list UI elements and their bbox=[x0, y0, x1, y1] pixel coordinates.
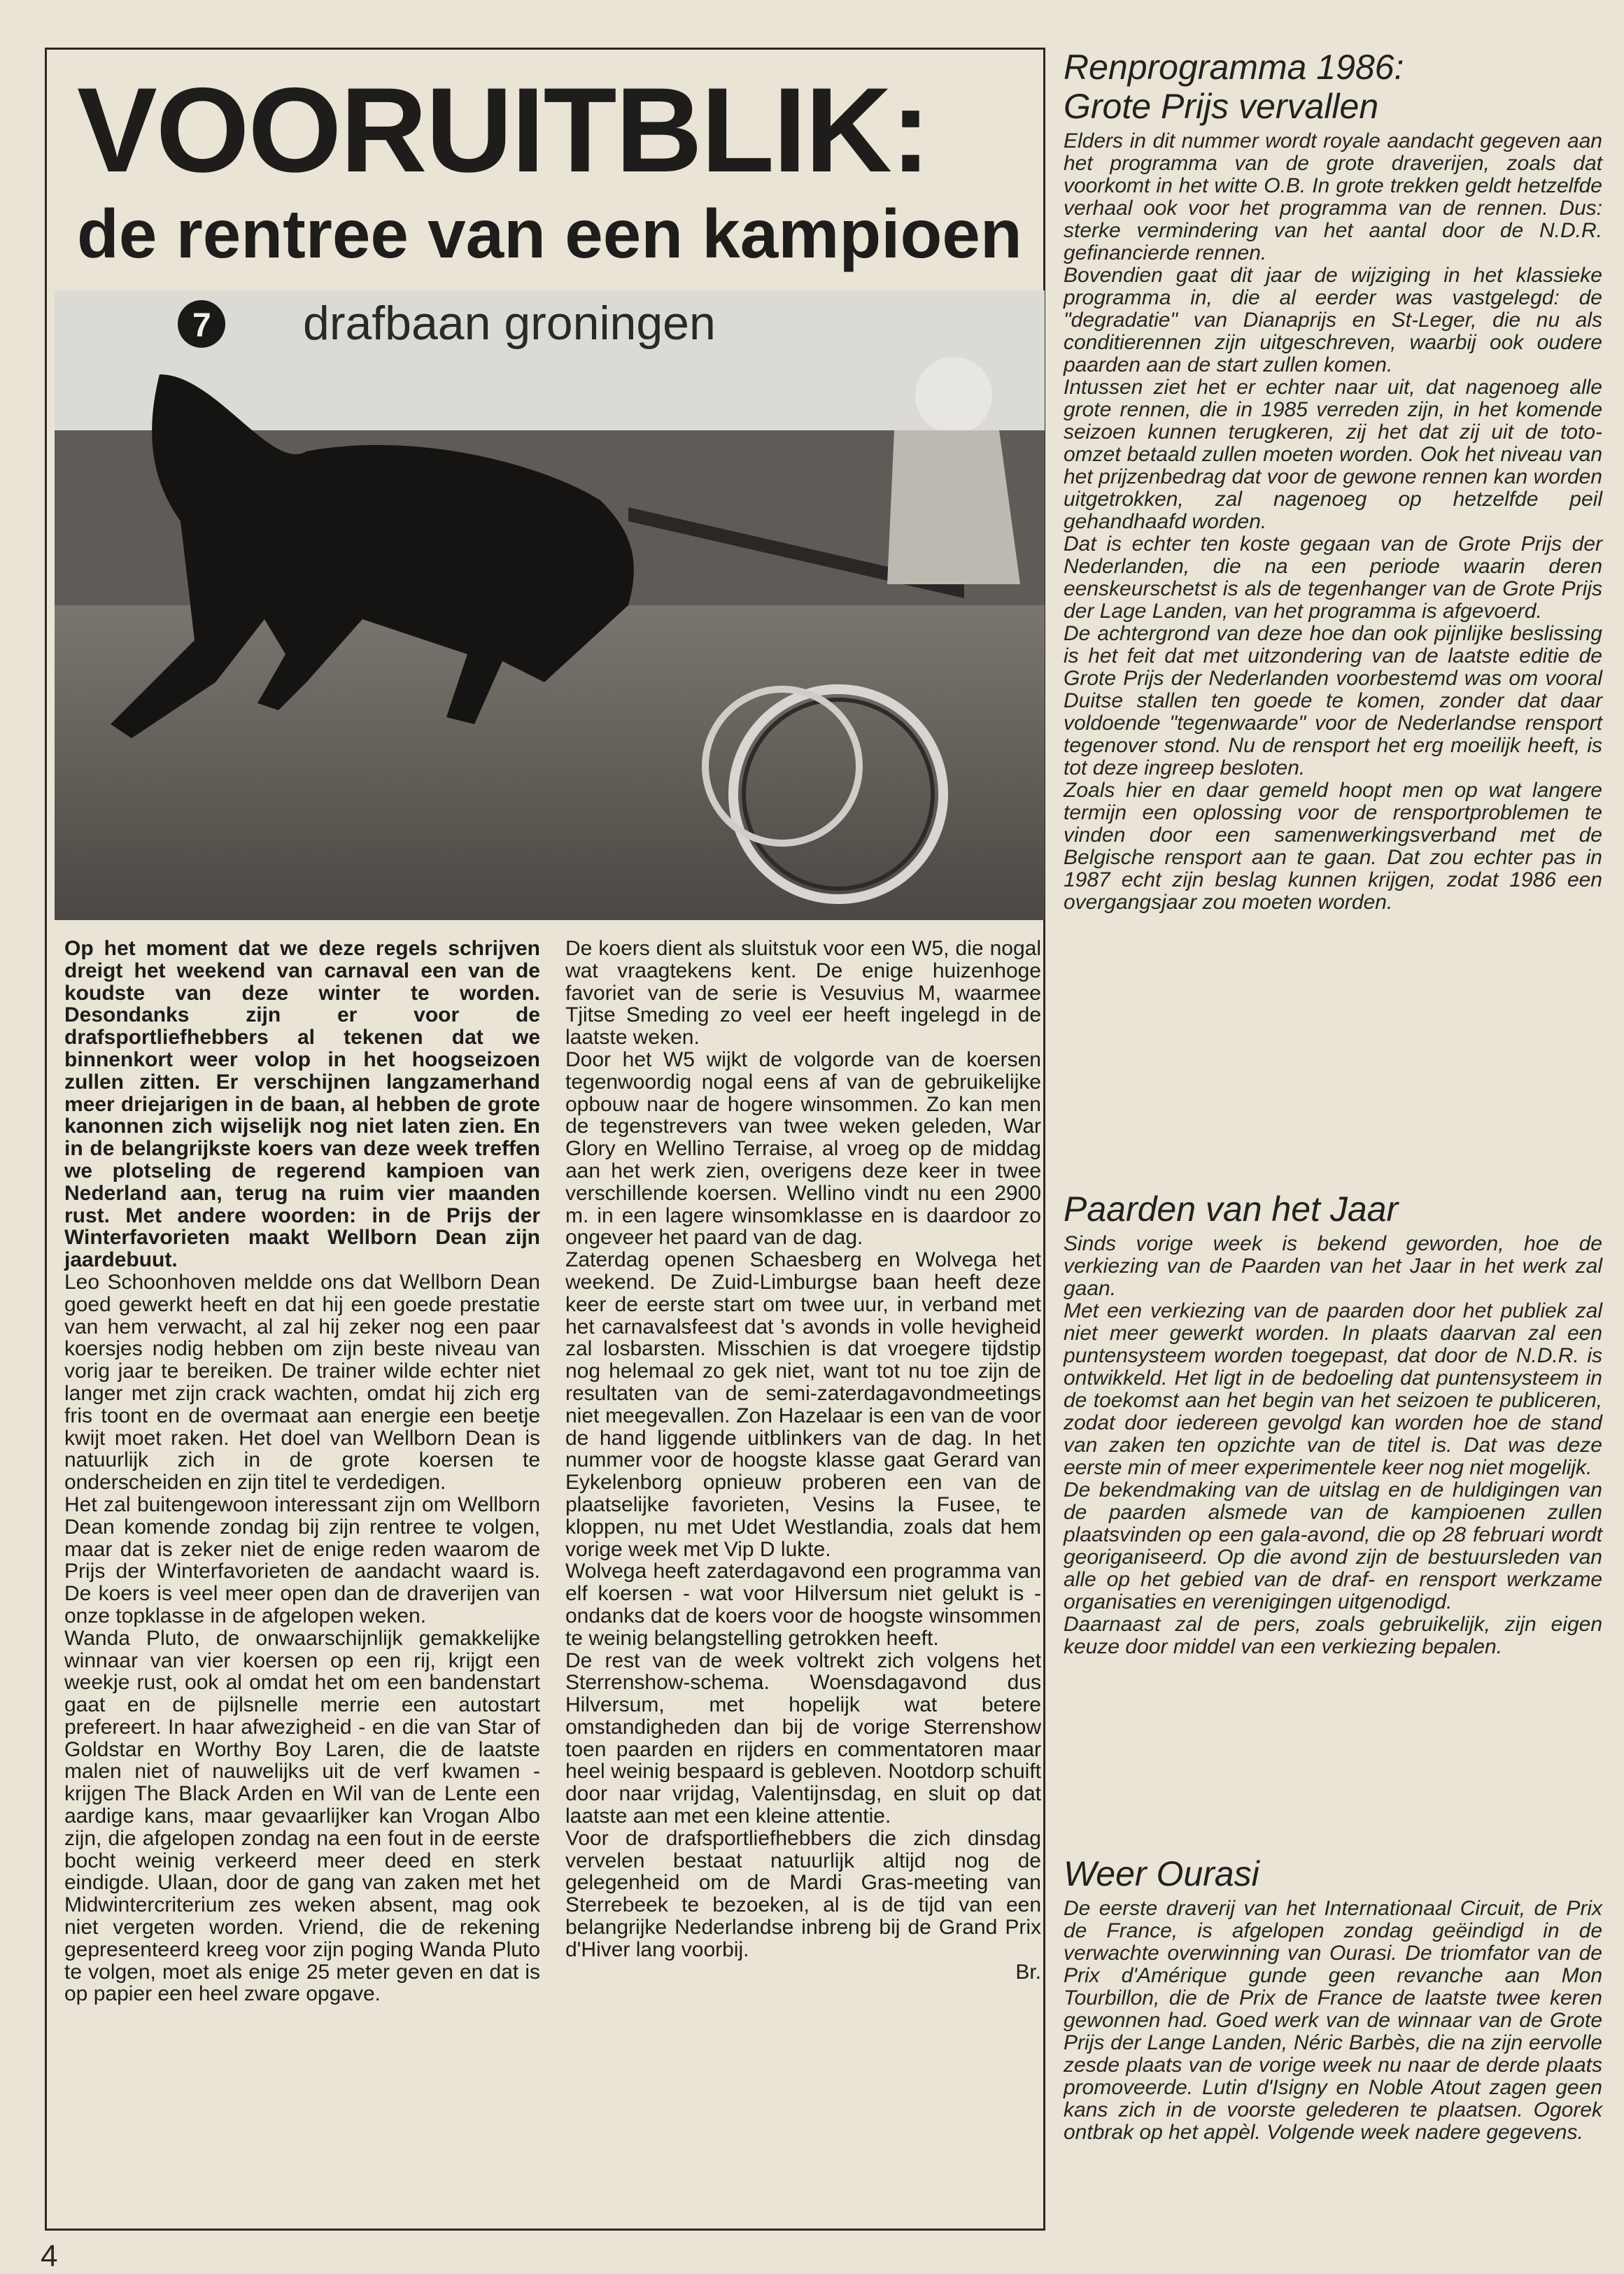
article-paragraph: De rest van de week voltrekt zich volgens het Sterrenshow-schema. Woensdagavond dus Hilversum, met hopelijk wat betere omstandigheden dan bij de vorige Sterrenshow toen paarden en rijders en commentatoren maar heel weinig bespaard is gebleven. Nootdorp schuift door naar vrijdag, Valentijnsdag, en sluit op dat laatste aan met een kleine attentie. bbox=[565, 1648, 1041, 1828]
number-badge: 7 bbox=[192, 307, 211, 344]
sidebar-title-line: Renprogramma 1986: bbox=[1064, 48, 1404, 87]
harness-racing-photo bbox=[55, 290, 1045, 920]
race-photo bbox=[55, 290, 1045, 920]
sidebar-paragraph: Dat is echter ten koste gegaan van de Grote Prijs der Nederlanden, die na een periode waarin deren eenskeurschetst is als de tegenhanger van de Grote Prijs der Lage Landen, van het programma is afgevoerd. bbox=[1064, 532, 1602, 623]
article-paragraph: De koers dient als sluitstuk voor een W5, die nogal wat vraagtekens kent. De enige huizenhoge favoriet van de serie is Vesuvius M, waarmee Tjitse Smeding zo veel eer heeft ingelegd in de laatste weken. bbox=[565, 937, 1041, 1050]
track-sign: drafbaan groningen bbox=[303, 297, 716, 350]
sidebar-paragraph: Daarnaast zal de pers, zoals gebruikelijk, zijn eigen keuze door middel van een verkiezing bepalen. bbox=[1064, 1613, 1602, 1658]
sidebar-paragraph: Met een verkiezing van de paarden door het publiek zal niet meer gewerkt worden. In plaats daarvan zal een puntensysteem worden toegepast, dat door de N.D.R. is ontwikkeld. Het ligt in de bedoeling dat puntensysteem in de toekomst aan het begin van het seizoen te publiceren, zodat door iedereen gevolgd kan worden hoe de stand van zaken ten opzichte van de titel is. Dat was deze eerste min of meer experimentele keer nog niet mogelijk. bbox=[1064, 1299, 1602, 1479]
sidebar-paragraph: Intussen ziet het er echter naar uit, dat nagenoeg alle grote rennen, die in 1985 verreden zijn, in het komende seizoen kunnen terugkeren, zij het dat zij uit de toto-omzet betaald zullen moeten worden. Ook het niveau van het prijzenbedrag dat voor de gewone rennen kan worden uitgetrokken, zal nagenoeg op hetzelfde peil gehandhaafd worden. bbox=[1064, 376, 1602, 533]
article-column-1 bbox=[64, 938, 540, 2005]
sidebar-title: Paarden van het Jaar bbox=[1064, 1189, 1399, 1229]
sidebar-paragraph: De achtergrond van deze hoe dan ook pijnlijke beslissing is het feit dat met uitzondering van de laatste editie de Grote Prijs der Nederlanden voorbestemd was om vooral Duitse stallen ten goede te komen, zonder dat daar voldoende "tegenwaarde" voor de Nederlandse rensport tegenover stond. Nu de rensport het erg moeilijk heeft, is tot deze ingreep besloten. bbox=[1064, 622, 1602, 779]
article-paragraph: Wolvega heeft zaterdagavond een programma van elf koersen - wat voor Hilversum niet gelukt is - ondanks dat de koers voor de hoogste winsommen te weinig belangstelling getrokken heeft. bbox=[565, 1560, 1041, 1650]
article-paragraph: Voor de drafsportliefhebbers die zich dinsdag vervelen bestaat natuurlijk altijd nog de gelegenheid om de Mardi Gras-meeting van Sterrebeek te bezoeken, al is de tijd van een belangrijke Nederlandse inbreng bij de Grand Prix d'Hiver lang voorbij. bbox=[565, 1826, 1041, 1961]
headline-title: VOORUITBLIK: bbox=[77, 63, 930, 197]
sidebar-paarden-van-het-jaar bbox=[1064, 1189, 1602, 1658]
article-paragraph: Leo Schoonhoven meldde ons dat Wellborn Dean goed gewerkt heeft en dat hij een goede prestatie van hem verwacht, al zal hij zeker nog een paar koersjes nodig hebben om zijn beste niveau van vorig jaar te bereiken. De trainer wilde echter niet langer met zijn crack wachten, omdat hij zich erg fris toont en de overmaat aan energie een beetje kwijt moet raken. Het doel van Wellborn Dean is natuurlijk zich in de grote koersen te onderscheiden en zijn titel te verdedigen. bbox=[64, 1270, 540, 1495]
sidebar-paragraph: Bovendien gaat dit jaar de wijziging in het klassieke programma in, die al eerder was vastgelegd: de "degradatie" van Dianaprijs en St-Leger, die nu als conditierennen zijn uitgeschreven, waarbij ook oudere paarden aan de start zullen komen. bbox=[1064, 264, 1602, 376]
article-paragraph: Door het W5 wijkt de volgorde van de koersen tegenwoordig nogal eens af van de gebruikelijke opbouw naar de hogere winsommen. Zo kan men de tegenstrevers van twee weken geleden, War Glory en Wellino Terraise, al vroeg op de middag aan het werk zien, overigens deze keer in twee verschillende koersen. Wellino vindt nu een 2900 m. in een lagere winsomklasse en is daardoor zo ongeveer het paard van de dag. bbox=[565, 1047, 1041, 1250]
headline bbox=[77, 63, 1029, 272]
sidebar-paragraph: Zoals hier en daar gemeld hoopt men op wat langere termijn een oplossing voor de rensportproblemen te vinden door een samenwerkingsverband met de Belgische rensport aan te gaan. Dat zou echter pas in 1987 echt zijn beslag kunnen krijgen, zodat 1986 een overgangsjaar zou moeten worden. bbox=[1064, 779, 1602, 914]
sidebar-weer-ourasi bbox=[1064, 1854, 1602, 2144]
headline-subtitle: de rentree van een kampioen bbox=[77, 195, 1022, 272]
article-paragraph: Het zal buitengewoon interessant zijn om Wellborn Dean komende zondag bij zijn rentree te volgen, maar dat is zeker niet de enige reden waarom de Prijs der Winterfavorieten de aandacht waard is. De koers is veel meer open dan de draverijen van onze topklasse in de afgelopen weken. bbox=[64, 1492, 540, 1627]
article-paragraph: Zaterdag openen Schaesberg en Wolvega het weekend. De Zuid-Limburgse baan heeft deze keer de eerste start om twee uur, in verband met het carnavalsfeest dat 's avonds in volle hevigheid zal losbarsten. Misschien is dat vroegere tijdstip nog helemaal zo gek niet, want tot nu toe zijn de resultaten van de semi-zaterdagavondmeetings niet meegevallen. Zon Hazelaar is een van de voor de hand liggende uitblinkers van de dag. In het nummer voor de hoogste klasse gaat Gerard van Eykelenborg opnieuw proberen een van de plaatselijke favorieten, Vesins la Fusee, te kloppen, nu met Udet Westlandia, zoals dat hem vorige week met Vip D lukte. bbox=[565, 1248, 1041, 1561]
sidebar-title: Weer Ourasi bbox=[1064, 1854, 1259, 1893]
article-paragraph: Wanda Pluto, de onwaarschijnlijk gemakkelijke winnaar van vier koersen op een rij, krijgt een weekje rust, ook al omdat het om een bandenstart gaat en de pijlsnelle merrie een autostart prefereert. In haar afwezigheid - en die van Star of Goldstar en Worthy Boy Laren, die de laatste malen niet of nauwelijks uit de verf kwamen - krijgen The Black Arden en Wil van de Lente een aardige kans, maar gevaarlijker kan Vrogan Albo zijn, die afgelopen zondag na een fout in de eerste bocht weinig verkeerd meer deed en sterk eindigde. Ulaan, door de gang van zaken met het Midwintercriterium zes weken absent, mag ook niet vergeten worden. Vriend, die de rekening gepresenteerd kreeg voor zijn poging Wanda Pluto te volgen, moet als enige 25 meter geven en dat is op papier een heel zware opgave. bbox=[64, 1626, 540, 2006]
sidebar-paragraph: De eerste draverij van het Internationaal Circuit, de Prix de France, is afgelopen zondag geëindigd in de verwachte overwinning van Ourasi. De triomfator van de Prix d'Amérique gunde geen revanche aan Mon Tourbillon, die de Prix de France de laatste twee keren gewonnen had. Goed werk van de winnaar van de Grote Prijs der Lange Landen, Néric Barbès, die na zijn eervolle zesde plaats van de vorige week nu naar de derde plaats promoveerde. Lutin d'Isigny en Noble Atout zagen geen kans zich in de voorste gelederen te plaatsen. Ogorek ontbrak op het appèl. Volgende week nadere gegevens. bbox=[1064, 1897, 1602, 2144]
sidebar-title bbox=[1064, 48, 1602, 126]
article-lead: Op het moment dat we deze regels schrijven dreigt het weekend van carnaval een van de koudste van deze winter te worden. Desondanks zijn er voor de drafsportliefhebbers al tekenen dat we binnenkort weer volop in het hoogseizoen zullen zitten. Er verschijnen langzamerhand meer driejarigen in de baan, al hebben de grote kanonnen zich wijselijk nog niet laten zien. En in de belangrijkste koers van deze week treffen we plotseling de regerend kampioen van Nederland aan, terug na ruim vier maanden rust. Met andere woorden: in de Prijs der Winterfavorieten maakt Wellborn Dean zijn jaardebuut. bbox=[64, 937, 540, 1272]
author-signature: Br. bbox=[1015, 1960, 1041, 1984]
article-column-2 bbox=[565, 938, 1041, 1983]
sidebar-title-line: Grote Prijs vervallen bbox=[1064, 87, 1379, 126]
sidebar-paragraph: De bekendmaking van de uitslag en de huldigingen van de paarden alsmede van de kampioenen zullen plaatsvinden op een gala-avond, die op 28 februari wordt georiganiseerd. Op die avond zijn de bestuursleden van alle op het gebied van de draf- en rensport werkzame organisaties en verenigingen uitgenodigd. bbox=[1064, 1478, 1602, 1613]
sidebar-paragraph: Sinds vorige week is bekend geworden, hoe de verkiezing van de Paarden van het Jaar in het werk zal gaan. bbox=[1064, 1232, 1602, 1300]
sidebar-renprogramma bbox=[1064, 48, 1602, 914]
sidebar-paragraph: Elders in dit nummer wordt royale aandacht gegeven aan het programma van de grote draverijen, zoals dat voorkomt in het witte O.B. In grote trekken geldt hetzelfde verhaal ook voor het programma van de rennen. Dus: sterke vermindering van het aantal door de N.D.R. gefinancierde rennen. bbox=[1064, 129, 1602, 264]
page-number: 4 bbox=[41, 2239, 58, 2273]
